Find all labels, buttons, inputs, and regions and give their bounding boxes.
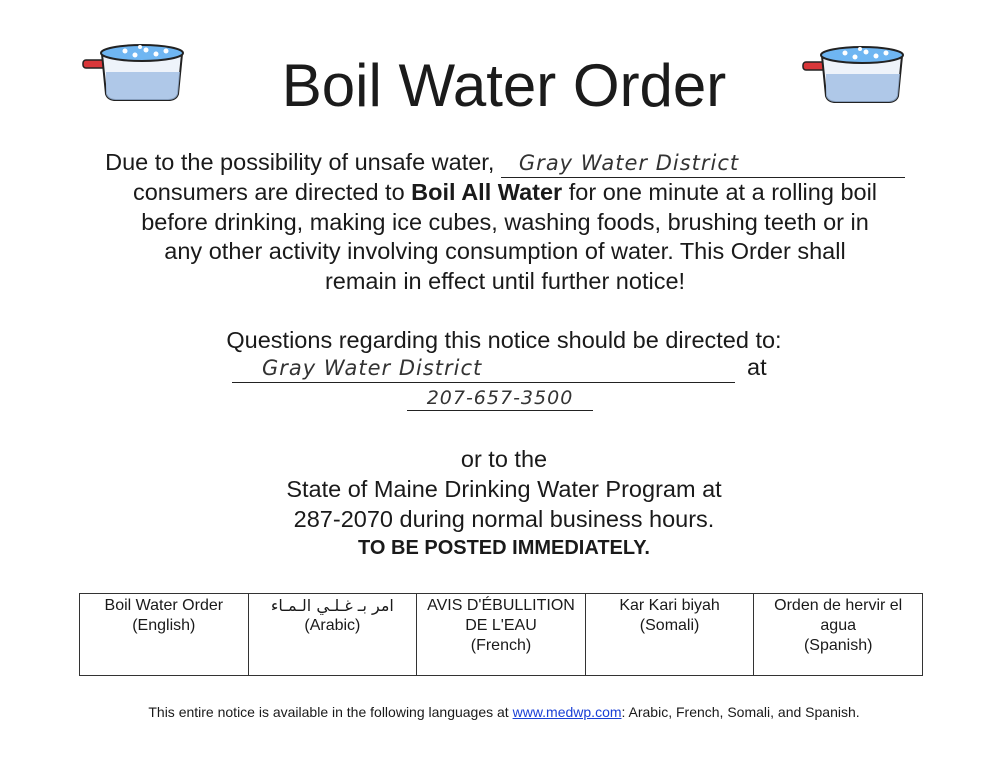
lang-label: (Arabic) [304,617,361,634]
lang-text: Boil Water Order [104,597,224,614]
notice-line2a: consumers are directed to [132,179,405,205]
lang-text: Orden de hervir el agua [774,597,903,634]
lang-text: Kar Kari biyah [619,597,720,614]
notice-paragraph [60,148,950,296]
notice-intro: Due to the possibility of unsafe water, [105,149,495,175]
footer-after: : Arabic, French, Somali, and Spanish. [621,704,860,720]
footer-before: This entire notice is available in the following languages at [148,704,509,720]
posted-notice: TO BE POSTED IMMEDIATELY. [358,537,650,559]
notice-line5: remain in effect until further notice! [324,267,686,294]
or-to-the: or to the [460,446,548,472]
page-title: Boil Water Order [281,52,727,119]
contact-field: Gray Water District [232,355,735,383]
lang-label: (Somali) [639,617,700,634]
lang-cell-somali [585,594,754,676]
program-line: State of Maine Drinking Water Program at [286,476,722,502]
questions-heading: Questions regarding this notice should be directed to: [226,327,782,353]
medwp-link[interactable]: www.medwp.com [512,704,622,720]
lang-text: امر بـ غـلـي الـمـاء [270,596,394,615]
water-system-field: Gray Water District [501,150,905,178]
notice-line2b: for one minute at a rolling boil [568,179,878,205]
hours-line: 287-2070 during normal business hours. [293,506,715,532]
lang-cell-spanish [754,594,923,676]
lang-label: (Spanish) [803,637,873,654]
languages-table [79,593,923,676]
state-program-block [0,444,1008,562]
lang-label: (French) [470,637,532,654]
lang-label: (English) [132,617,196,634]
footer-note [0,702,1008,722]
phone-field: 207-657-3500 [407,386,593,411]
contact-line [232,352,767,383]
boil-all-water-emphasis: Boil All Water [411,179,563,205]
at-label: at [747,354,767,380]
lang-text: AVIS D'ÉBULLITION DE L'EAU [427,597,575,634]
lang-cell-arabic [248,594,417,676]
lang-cell-french [417,594,586,676]
notice-line3: before drinking, making ice cubes, washing foods, brushing teeth or in [141,208,869,235]
notice-line4: any other activity involving consumption of water. This Order shall [164,238,846,264]
lang-cell-english [80,594,249,676]
